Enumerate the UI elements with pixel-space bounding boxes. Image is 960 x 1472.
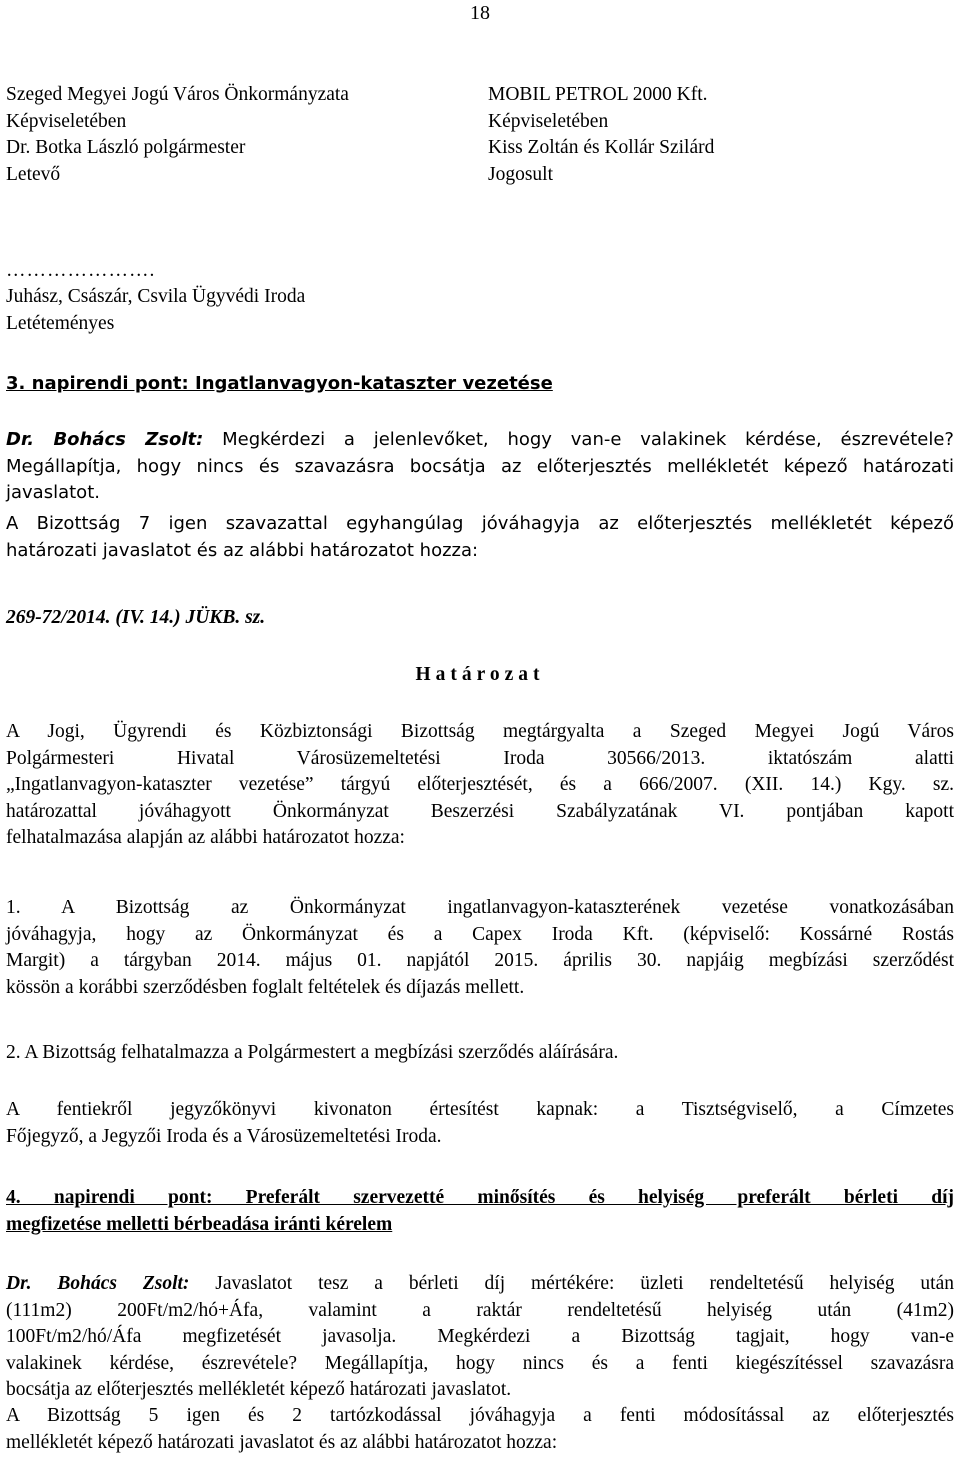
notification-line: Főjegyző, a Jegyzői Iroda és a Városüzemeltetési Iroda. xyxy=(6,1125,442,1147)
signature-line: Letevő xyxy=(6,163,61,185)
resolution-line: A Jogi, Ügyrendi és Közbiztonsági Bizottság megtárgyalta a Szeged Megyei Jogú Város xyxy=(6,721,954,742)
resolution-number: 269-72/2014. (IV. 14.) JÜKB. sz. xyxy=(6,607,266,628)
page-number: 18 xyxy=(470,2,490,24)
item4-p1-line: bocsátja az előterjesztés mellékletét képező határozati javaslatot. xyxy=(6,1379,512,1400)
signature-line: MOBIL PETROL 2000 Kft. xyxy=(488,84,708,105)
item4-p1-text: Javaslatot tesz a bérleti díj mértékére: üzleti rendeltetésű helyiség után xyxy=(189,1273,954,1294)
item3-p1-line: Megállapítja, hogy nincs és szavazásra bocsátja az előterjesztés mellékletét képező határozati xyxy=(6,455,954,477)
agenda-item-3-heading: 3. napirendi pont: Ingatlanvagyon-kataszter vezetése xyxy=(6,373,553,394)
resolution-line: felhatalmazása alapján az alábbi határozatot hozza: xyxy=(6,827,405,848)
notification-line: A fentiekről jegyzőkönyvi kivonaton értesítést kapnak: a Tisztségviselő, a Címzetes xyxy=(6,1099,954,1120)
item4-p1-line: (111m2) 200Ft/m2/hó+Áfa, valamint a raktár rendeltetésű helyiség után (41m2) xyxy=(6,1299,954,1321)
depositary-block xyxy=(6,284,954,337)
item4-p2-line: A Bizottság 5 igen és 2 tartózkodással jóváhagyja a fenti módosítással az előterjesztés xyxy=(6,1405,954,1426)
signature-dots: …………………. xyxy=(6,260,156,281)
point1-line: Margit) a tárgyban 2014. május 01. napjától 2015. április 30. napjáig megbízási szerződést xyxy=(6,950,954,971)
item3-p1-line: javaslatot. xyxy=(6,482,100,503)
item3-p2-line: határozati javaslatot és az alábbi határozatot hozza: xyxy=(6,539,479,561)
item4-p2-line: mellékletét képező határozati javaslatot és az alábbi határozatot hozza: xyxy=(6,1431,558,1453)
resolution-title: Határozat xyxy=(415,664,545,685)
resolution-line: határozattal jóváhagyott Önkormányzat Beszerzési Szabályzatának VI. pontjában kapott xyxy=(6,800,954,822)
signature-line: Dr. Botka László polgármester xyxy=(6,137,246,158)
speaker-name: Dr. Bohács Zsolt: xyxy=(6,1273,190,1294)
speaker-name: Dr. Bohács Zsolt: xyxy=(6,429,204,450)
agenda-item-4-heading xyxy=(6,1185,954,1238)
point1-line: kössön a korábbi szerződésben foglalt feltételek és díjazás mellett. xyxy=(6,976,525,998)
signature-line: Képviseletében xyxy=(488,110,609,132)
item4-p1-line: 100Ft/m2/hó/Áfa megfizetését javasolja. Megkérdezi a Bizottság tagjait, hogy van-e xyxy=(6,1326,954,1347)
item4-paragraph-2 xyxy=(6,1403,954,1456)
signature-line: Jogosult xyxy=(488,163,554,185)
signature-line: Képviseletében xyxy=(6,110,127,132)
signature-block-left xyxy=(6,82,349,188)
resolution-point-2: 2. A Bizottság felhatalmazza a Polgármestert a megbízási szerződés aláírására. xyxy=(6,1042,619,1063)
resolution-line: Polgármesteri Hivatal Városüzemeltetési Iroda 30566/2013. iktatószám alatti xyxy=(6,747,954,769)
item3-p2-line: A Bizottság 7 igen szavazattal egyhangúlag jóváhagyja az előterjesztés mellékletét képező xyxy=(6,513,954,534)
point1-line: jóváhagyja, hogy az Önkormányzat és a Capex Iroda Kft. (képviselő: Kossárné Rostás xyxy=(6,923,954,945)
item3-paragraph-2 xyxy=(6,511,954,564)
depositary-role: Letéteményes xyxy=(6,312,115,334)
heading-line: 4. napirendi pont: Preferált szervezetté minősítés és helyiség preferált bérleti díj xyxy=(6,1187,954,1208)
resolution-body xyxy=(6,719,954,852)
notification-paragraph xyxy=(6,1097,954,1150)
item3-p1-text: Megkérdezi a jelenlevőket, hogy van-e valakinek kérdése, észrevétele? xyxy=(203,429,954,450)
resolution-point-1 xyxy=(6,895,954,1001)
signature-line: Kiss Zoltán és Kollár Szilárd xyxy=(488,137,715,158)
item4-paragraph-1 xyxy=(6,1271,954,1404)
item3-paragraph-1 xyxy=(6,427,954,507)
heading-line: megfizetése melletti bérbeadása iránti kérelem xyxy=(6,1213,393,1235)
resolution-line: „Ingatlanvagyon-kataszter vezetése” tárgyú előterjesztését, és a 666/2007. (XII. 14.) Kgy. sz. xyxy=(6,774,954,795)
signature-block-right xyxy=(488,82,714,188)
signature-line: Szeged Megyei Jogú Város Önkormányzata xyxy=(6,84,349,105)
depositary-name: Juhász, Császár, Csvila Ügyvédi Iroda xyxy=(6,286,306,307)
point1-line: 1. A Bizottság az Önkormányzat ingatlanvagyon-kataszterének vezetése vonatkozásában xyxy=(6,897,954,918)
item4-p1-line: valakinek kérdése, észrevétele? Megállapítja, hogy nincs és a fenti kiegészítéssel szavazásra xyxy=(6,1352,954,1374)
